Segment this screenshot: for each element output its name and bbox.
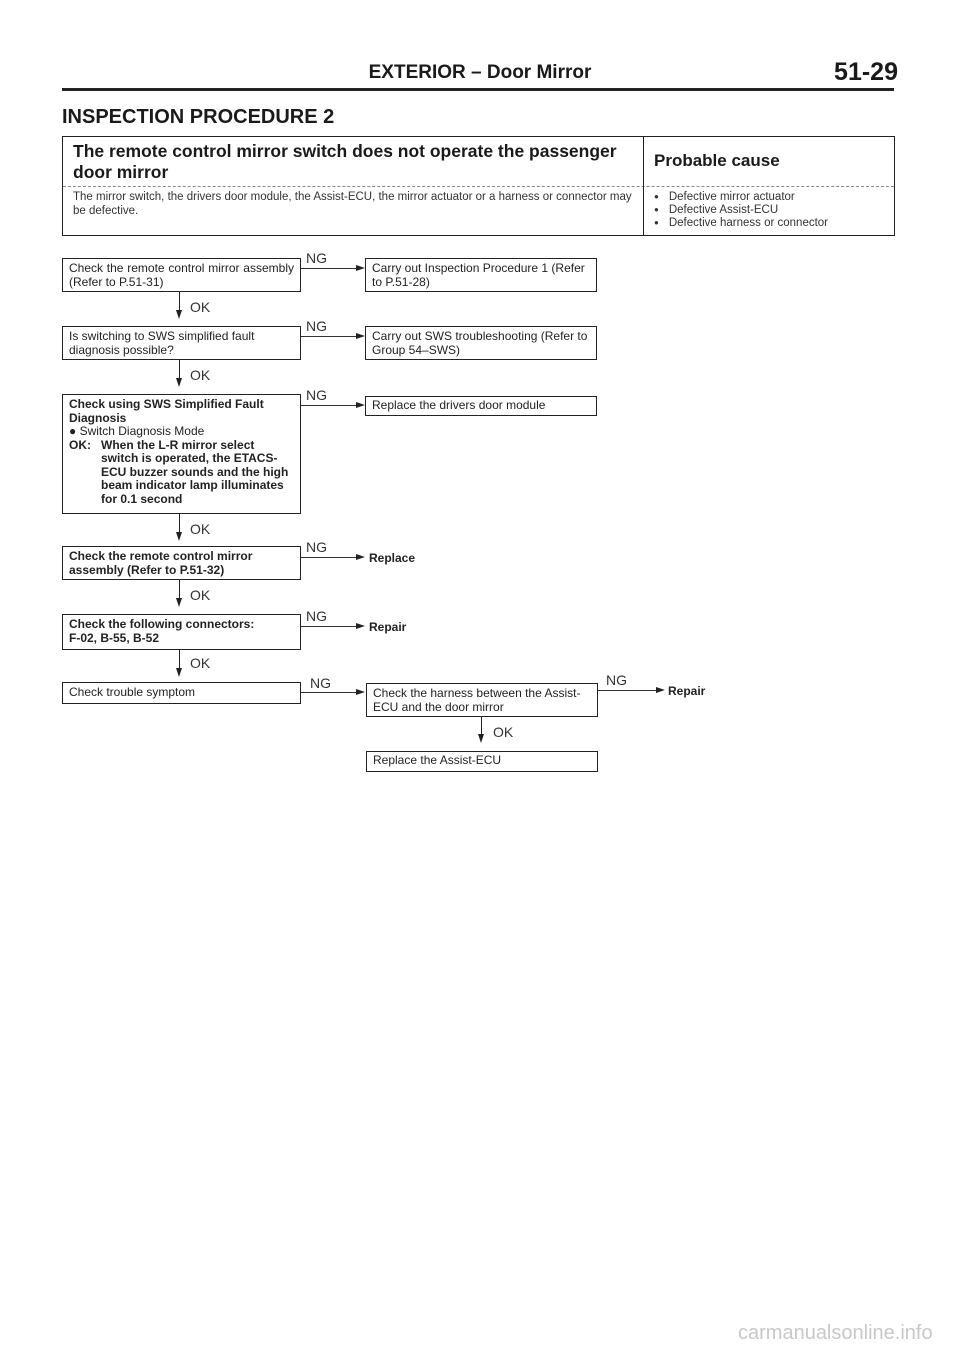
- step3-ok-criteria-label: OK:: [69, 437, 91, 452]
- step3-mode: ● Switch Diagnosis Mode: [69, 424, 205, 438]
- step1-ng-action: Carry out Inspection Procedure 1 (Refer to P.51-28): [372, 261, 585, 289]
- step5-ok-label: OK: [190, 655, 211, 671]
- cause-item: ● Defective mirror actuator: [654, 191, 828, 204]
- step4-ng-label: NG: [306, 539, 327, 555]
- step2-ng-label: NG: [306, 318, 327, 334]
- step5-detail: F-02, B-55, B-52: [69, 630, 160, 645]
- step3-title: Check using SWS Simplified Fault Diagnosis: [69, 397, 264, 425]
- step6-ng-line: [301, 692, 356, 693]
- step1-ng-line: [301, 268, 356, 269]
- step7-ng-line: [598, 690, 656, 691]
- step7-ok-line: [481, 717, 482, 734]
- step1-text: Check the remote control mirror assembly (Refer to P.51-31): [69, 261, 294, 289]
- step5-ok-arrow: [176, 668, 182, 677]
- step4-ok-arrow: [176, 598, 182, 607]
- step7-box: [366, 683, 598, 717]
- step1-ok-line: [179, 292, 180, 310]
- symptom-heading: The remote control mirror switch does not operate the passenger door mirror: [73, 141, 617, 182]
- step2-ok-arrow: [176, 378, 182, 387]
- summary-table: [62, 136, 895, 236]
- step3-ok-arrow: [176, 532, 182, 541]
- step6-ng-arrow: [356, 689, 365, 695]
- step1-ng-label: NG: [306, 250, 327, 266]
- site-watermark: carmanualsonline.info: [738, 1322, 933, 1344]
- step8-text: Replace the Assist-ECU: [373, 753, 502, 767]
- cause-list: [654, 191, 828, 230]
- step5-title: Check the following connectors:: [69, 617, 255, 631]
- step6-box: [62, 682, 301, 704]
- step3-ok-label: OK: [190, 521, 211, 537]
- step6-text: Check trouble symptom: [69, 685, 196, 699]
- step4-box: [62, 546, 301, 580]
- step7-ng-action: Repair: [668, 684, 706, 698]
- step5-ng-line: [301, 626, 356, 627]
- step4-text: Check the remote control mirror assembly (Refer to P.51-32): [69, 549, 253, 577]
- step2-ng-arrow: [356, 333, 365, 339]
- section-title: EXTERIOR – Door Mirror: [368, 62, 592, 83]
- step2-ok-line: [179, 360, 180, 378]
- procedure-title: INSPECTION PROCEDURE 2: [62, 106, 335, 128]
- step4-ok-line: [179, 580, 180, 598]
- step3-ng-line: [301, 405, 356, 406]
- step7-ok-arrow: [478, 734, 484, 743]
- step7-ng-arrow: [656, 687, 665, 693]
- step5-ng-arrow: [356, 623, 365, 629]
- probable-cause-heading: Probable cause: [654, 151, 780, 170]
- step1-ok-label: OK: [190, 299, 211, 315]
- header-rule: [62, 88, 894, 91]
- step8-box: [366, 751, 598, 772]
- step2-ng-action: Carry out SWS troubleshooting (Refer to Group 54–SWS): [372, 329, 588, 357]
- step2-ng-box: [365, 326, 597, 360]
- step2-ng-line: [301, 336, 356, 337]
- step3-ng-label: NG: [306, 387, 327, 403]
- step2-text: Is switching to SWS simplified fault diagnosis possible?: [69, 329, 255, 357]
- step4-ok-label: OK: [190, 587, 211, 603]
- step3-ng-action: Replace the drivers door module: [372, 398, 546, 412]
- step5-box: [62, 614, 301, 650]
- step5-ok-line: [179, 650, 180, 668]
- step1-ng-box: [365, 258, 597, 292]
- probable-cause-cell: [643, 137, 895, 235]
- symptom-description: The mirror switch, the drivers door module, the Assist-ECU, the mirror actuator or a harness or connector may be defective.: [73, 191, 632, 217]
- step7-text: Check the harness between the Assist-ECU and the door mirror: [373, 686, 581, 714]
- cause-item: ● Defective Assist-ECU: [654, 204, 828, 217]
- step1-ng-arrow: [356, 265, 365, 271]
- step3-ng-box: [365, 396, 597, 416]
- step4-ng-arrow: [356, 554, 365, 560]
- step7-ok-label: OK: [493, 724, 514, 740]
- step3-ok-line: [179, 514, 180, 532]
- step3-box: [62, 394, 301, 514]
- step6-ng-label: NG: [310, 675, 331, 691]
- step3-ok-criteria-text: When the L-R mirror select switch is operated, the ETACS-ECU buzzer sounds and the high beam indicator lamp illuminates for 0.1 second: [101, 437, 289, 506]
- step5-ng-label: NG: [306, 608, 327, 624]
- step4-ng-line: [301, 557, 356, 558]
- step2-ok-label: OK: [190, 367, 211, 383]
- step3-ok-criteria: [69, 439, 294, 507]
- step1-box: [62, 258, 301, 292]
- cause-item: ● Defective harness or connector: [654, 217, 828, 230]
- page-number: 51-29: [834, 58, 898, 86]
- step3-ng-arrow: [356, 402, 365, 408]
- step7-ng-label: NG: [606, 672, 627, 688]
- step5-ng-action: Repair: [369, 620, 407, 634]
- step4-ng-action: Replace: [369, 551, 416, 565]
- step2-box: [62, 326, 301, 360]
- step1-ok-arrow: [176, 310, 182, 319]
